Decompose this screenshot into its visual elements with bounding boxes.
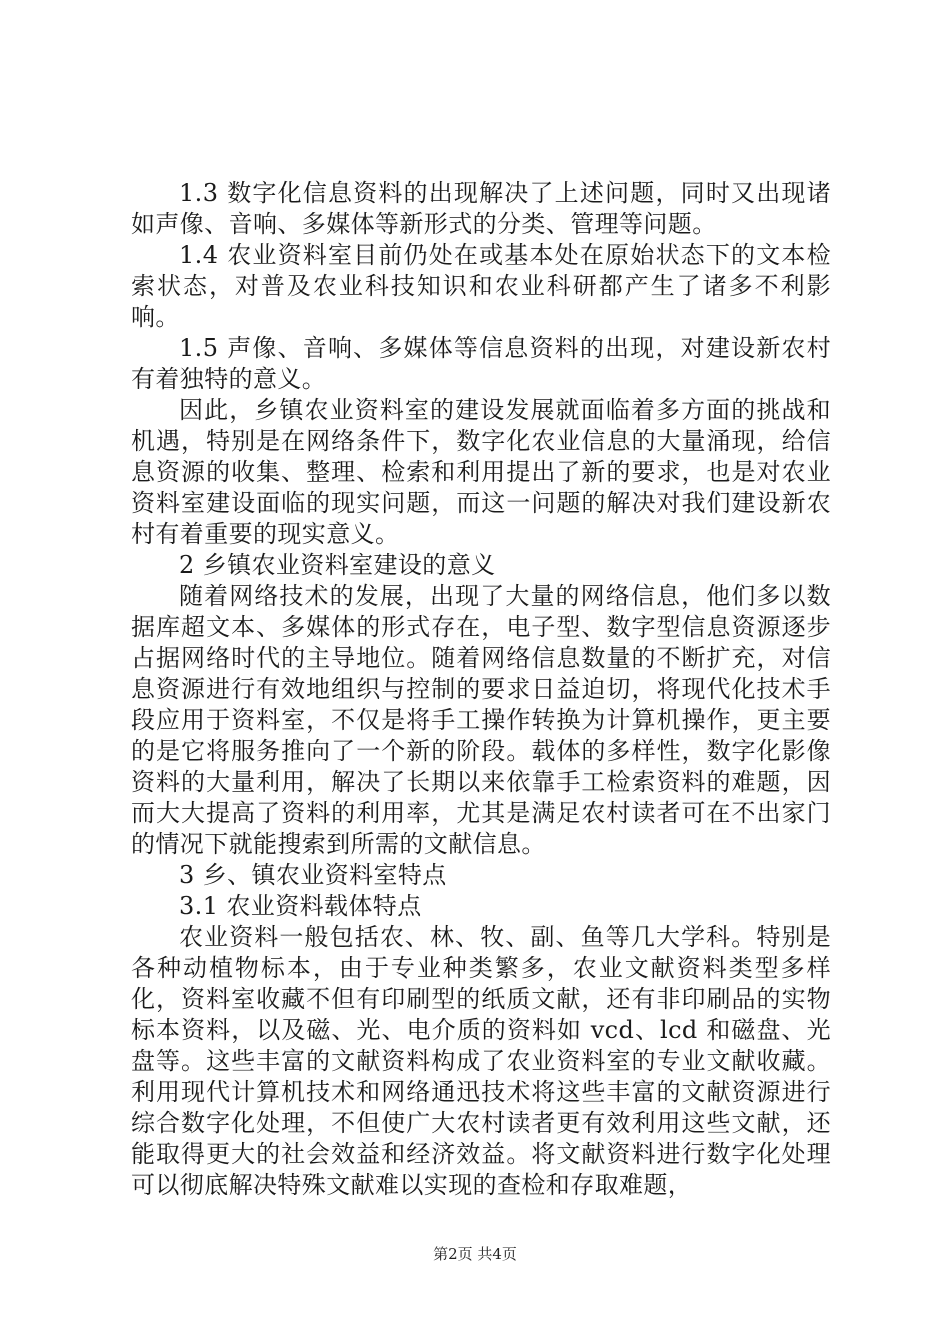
paragraph-conclusion: 因此，乡镇农业资料室的建设发展就面临着多方面的挑战和机遇，特别是在网络条件下，数字化农业信息的大量涌现，给信息资源的收集、整理、检索和利用提出了新的要求，也是对农业资料室建设面临的现实问题，而这一问题的解决对我们建设新农村有着重要的现实意义。 bbox=[131, 396, 831, 548]
section-heading-2: 2 乡镇农业资料室建设的意义 bbox=[179, 551, 496, 579]
subsection-heading-3-1: 3.1 农业资料载体特点 bbox=[179, 892, 422, 920]
paragraph-1-4: 1.4 农业资料室目前仍处在或基本处在原始状态下的文本检索状态，对普及农业科技知识和农业科研都产生了诸多不利影响。 bbox=[131, 241, 831, 331]
paragraph-1-5: 1.5 声像、音响、多媒体等信息资料的出现，对建设新农村有着独特的意义。 bbox=[131, 334, 831, 393]
document-body bbox=[131, 178, 831, 1201]
paragraph-section-2: 随着网络技术的发展，出现了大量的网络信息，他们多以数据库超文本、多媒体的形式存在，电子型、数字型信息资源逐步占据网络时代的主导地位。随着网络信息数量的不断扩充，对信息资源进行有效地组织与控制的要求日益迫切，将现代化技术手段应用于资料室，不仅是将手工操作转换为计算机操作，更主要的是它将服务推向了一个新的阶段。载体的多样性，数字化影像资料的大量利用，解决了长期以来依靠手工检索资料的难题，因而大大提高了资料的利用率，尤其是满足农村读者可在不出家门的情况下就能搜索到所需的文献信息。 bbox=[131, 582, 831, 858]
paragraph-section-3-1: 农业资料一般包括农、林、牧、副、鱼等几大学科。特别是各种动植物标本，由于专业种类繁多，农业文献资料类型多样化，资料室收藏不但有印刷型的纸质文献，还有非印刷品的实物标本资料，以及磁、光、电介质的资料如 vcd、lcd 和磁盘、光盘等。这些丰富的文献资料构成了农业资料室的专业文献收藏。利用现代计算机技术和网络通迅技术将这些丰富的文献资源进行综合数字化处理，不但使广大农村读者更有效利用这些文献，还能取得更大的社会效益和经济效益。将文献资料进行数字化处理可以彻底解决特殊文献难以实现的查检和存取难题， bbox=[131, 923, 831, 1199]
section-heading-3: 3 乡、镇农业资料室特点 bbox=[179, 861, 447, 889]
page-number-footer: 第2页 共4页 bbox=[433, 1245, 517, 1263]
paragraph-1-3: 1.3 数字化信息资料的出现解决了上述问题，同时又出现诸如声像、音响、多媒体等新形式的分类、管理等问题。 bbox=[131, 179, 831, 238]
